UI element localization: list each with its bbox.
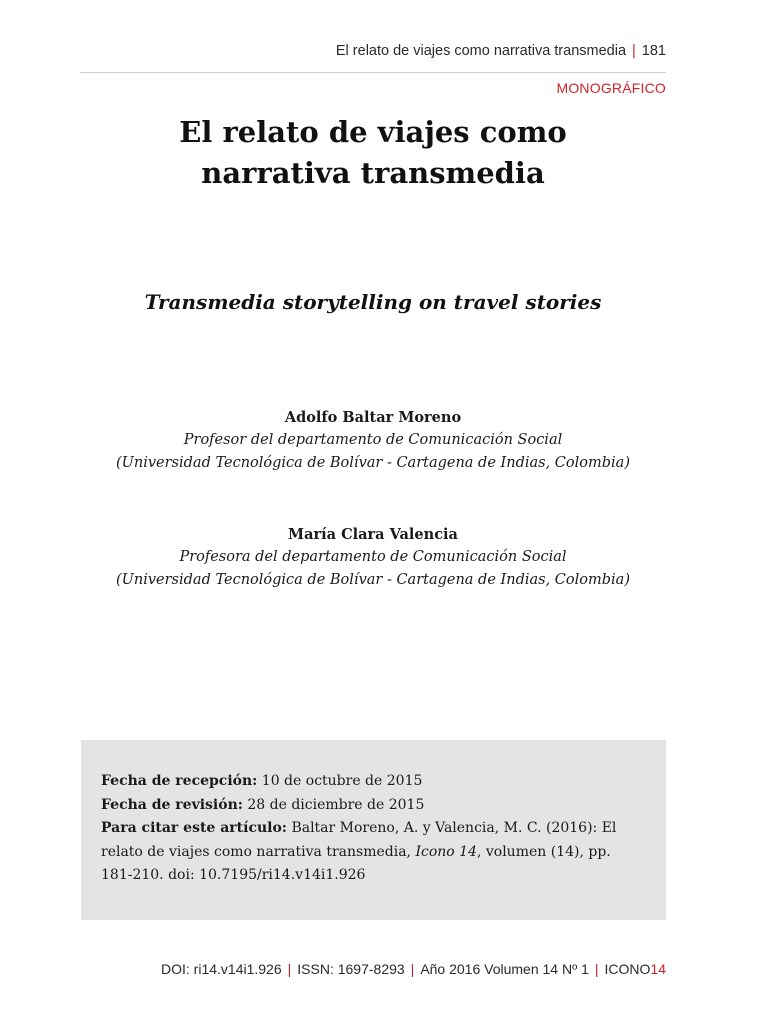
footer xyxy=(161,961,666,977)
citation xyxy=(101,817,646,888)
header-rule xyxy=(80,72,666,73)
separator: | xyxy=(632,43,636,59)
author-institution: (Universidad Tecnológica de Bolívar - Cartagena de Indias, Colombia) xyxy=(116,455,630,471)
author-name: María Clara Valencia xyxy=(288,526,458,543)
revised-value: 28 de diciembre de 2015 xyxy=(247,796,425,813)
separator: | xyxy=(410,961,415,977)
footer-issn: ISSN: 1697-8293 xyxy=(297,961,405,977)
received-date xyxy=(101,770,646,794)
footer-issue: Año 2016 Volumen 14 Nº 1 xyxy=(420,961,589,977)
received-value: 10 de octubre de 2015 xyxy=(261,773,423,789)
journal-number: 14 xyxy=(650,961,666,977)
citation-box xyxy=(81,740,666,920)
title-line-2: narrativa transmedia xyxy=(201,156,545,190)
author-name: Adolfo Baltar Moreno xyxy=(284,409,462,426)
journal-name: ICONO xyxy=(604,961,651,977)
footer-doi: DOI: ri14.v14i1.926 xyxy=(161,961,282,977)
revised-date xyxy=(101,794,646,818)
separator: | xyxy=(287,961,292,977)
cite-journal: Icono 14 xyxy=(415,843,477,860)
cite-text-1: Baltar Moreno, A. y Valencia, M. C. (2016): El relato de viajes como narrativa transmedia, xyxy=(101,820,617,860)
revised-label: Fecha de revisión: xyxy=(101,796,243,813)
author-position: Profesor del departamento de Comunicación Social xyxy=(183,432,563,448)
cite-text-2: , volumen (14), pp. 181-210. doi: 10.7195/ri14.v14i1.926 xyxy=(101,843,611,883)
author-block xyxy=(80,406,666,475)
page-number: 181 xyxy=(641,43,666,59)
title-line-1: El relato de viajes como xyxy=(179,115,567,149)
cite-label: Para citar este artículo: xyxy=(101,820,287,836)
article-subtitle: Transmedia storytelling on travel stories xyxy=(144,290,602,314)
received-label: Fecha de recepción: xyxy=(101,773,258,789)
section-label: MONOGRÁFICO xyxy=(556,80,666,96)
running-head xyxy=(336,43,666,59)
separator: | xyxy=(594,961,599,977)
author-institution: (Universidad Tecnológica de Bolívar - Cartagena de Indias, Colombia) xyxy=(116,572,630,588)
running-title: El relato de viajes como narrativa transmedia xyxy=(335,43,627,59)
article-title xyxy=(80,112,666,194)
author-block xyxy=(80,523,666,592)
author-position: Profesora del departamento de Comunicación Social xyxy=(179,549,567,565)
